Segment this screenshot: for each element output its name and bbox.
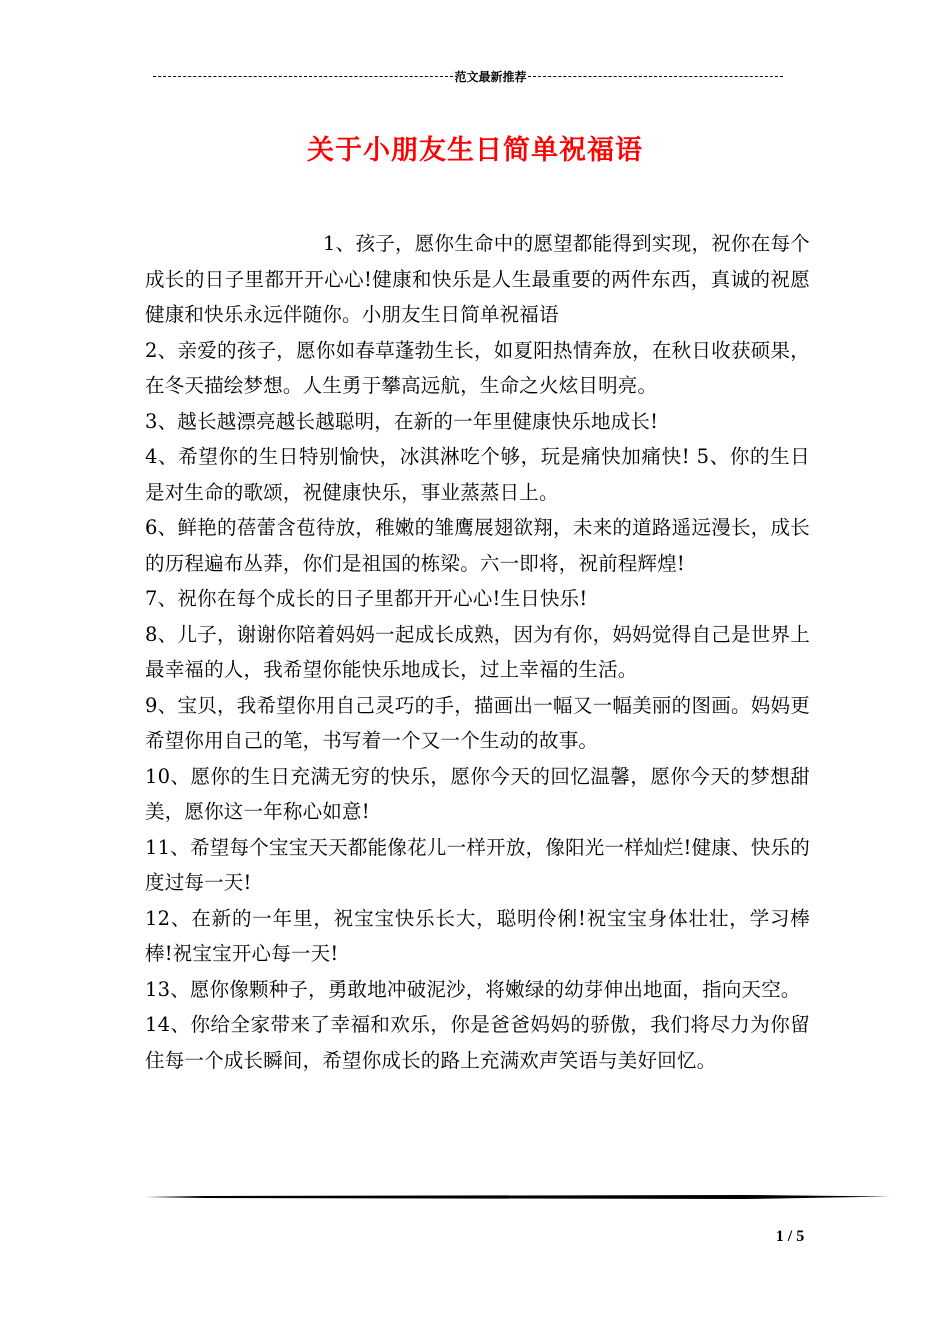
page-number: 1 / 5: [775, 1228, 805, 1245]
paragraph-2: 2、亲爱的孩子，愿你如春草蓬勃生长，如夏阳热情奔放，在秋日收获硕果，在冬天描绘梦想。人生勇于攀高远航，生命之火炫目明亮。: [145, 338, 810, 397]
header-dash-right: [528, 76, 783, 77]
page-header: [146, 66, 790, 86]
document-title: 关于小朋友生日简单祝福语: [307, 135, 643, 166]
paragraph-10: 10、愿你的生日充满无穷的快乐，愿你今天的回忆温馨，愿你今天的梦想甜美，愿你这一年称心如意!: [145, 764, 810, 823]
paragraph-6: 6、鲜艳的蓓蕾含苞待放，稚嫩的雏鹰展翅欲翔，未来的道路遥远漫长，成长的历程遍布丛莽，你们是祖国的栋梁。六一即将，祝前程辉煌!: [145, 516, 810, 575]
footer-rule: [145, 1195, 890, 1199]
paragraph-8: 8、儿子，谢谢你陪着妈妈一起成长成熟，因为有你，妈妈觉得自己是世界上最幸福的人，我希望你能快乐地成长，过上幸福的生活。: [145, 622, 810, 681]
document-body: [145, 226, 810, 1078]
paragraph-4: 4、希望你的生日特别愉快，冰淇淋吃个够，玩是痛快加痛快! 5、你的生日是对生命的歌颂，祝健康快乐，事业蒸蒸日上。: [145, 445, 810, 504]
paragraph-7: 7、祝你在每个成长的日子里都开开心心!生日快乐!: [145, 587, 588, 610]
paragraph-3: 3、越长越漂亮越长越聪明，在新的一年里健康快乐地成长!: [145, 409, 659, 433]
paragraph-9: 9、宝贝，我希望你用自己灵巧的手，描画出一幅又一幅美丽的图画。妈妈更希望你用自己的笔，书写着一个又一个生动的故事。: [145, 693, 810, 752]
paragraph-11: 11、希望每个宝宝天天都能像花儿一样开放，像阳光一样灿烂!健康、快乐的度过每一天!: [145, 835, 810, 894]
paragraph-14: 14、你给全家带来了幸福和欢乐，你是爸爸妈妈的骄傲，我们将尽力为你留住每一个成长瞬间，希望你成长的路上充满欢声笑语与美好回忆。: [145, 1013, 810, 1072]
paragraph-13: 13、愿你像颗种子，勇敢地冲破泥沙，将嫩绿的幼芽伸出地面，指向天空。: [145, 977, 801, 1001]
paragraph-1: 1、孩子，愿你生命中的愿望都能得到实现，祝你在每个成长的日子里都开开心心!健康和快乐是人生最重要的两件东西，真诚的祝愿健康和快乐永远伴随你。小朋友生日简单祝福语: [145, 232, 810, 326]
paragraph-12: 12、在新的一年里，祝宝宝快乐长大，聪明伶俐!祝宝宝身体壮壮，学习棒棒!祝宝宝开心每一天!: [145, 906, 810, 965]
header-dash-left: [153, 76, 453, 77]
header-label: 范文最新推荐: [454, 69, 527, 84]
